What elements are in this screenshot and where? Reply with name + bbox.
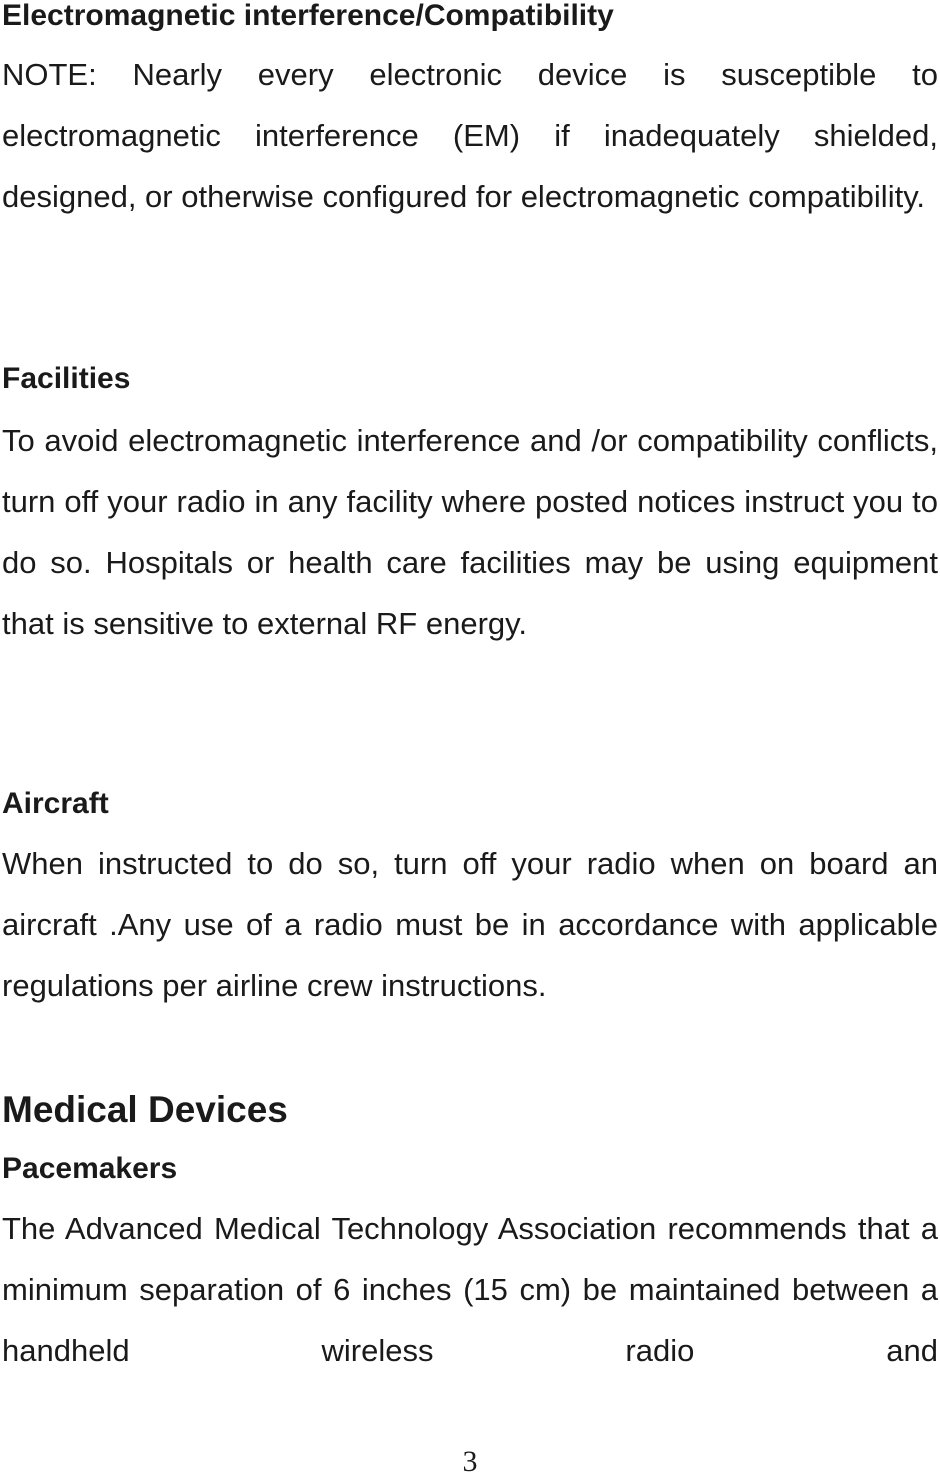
heading-medical-devices: Medical Devices — [2, 1089, 288, 1130]
paragraph-aircraft: When instructed to do so, turn off your radio when on board an aircraft .Any use of a radio must be in accordance with applicable regulations per airline crew instructions. — [2, 846, 938, 1003]
heading-pacemakers: Pacemakers — [2, 1152, 178, 1185]
paragraph-emi: NOTE: Nearly every electronic device is susceptible to electromagnetic interference (EM) if inadequately shielded, designed, or otherwise configured for electromagnetic compatibility. — [2, 57, 938, 214]
page-number: 3 — [462, 1445, 478, 1478]
paragraph-facilities: To avoid electromagnetic interference and /or compatibility conflicts, turn off your radio in any facility where posted notices instruct you to do so. Hospitals or health care facilities may be using equipment that is sensitive to external RF energy. — [2, 423, 938, 641]
heading-aircraft: Aircraft — [2, 787, 109, 820]
paragraph-pacemakers: The Advanced Medical Technology Association recommends that a minimum separation of 6 inches (15 cm) be maintained between a handheld wireless radio and — [2, 1211, 938, 1368]
heading-emi: Electromagnetic interference/Compatibility — [2, 0, 614, 32]
heading-facilities: Facilities — [2, 362, 131, 395]
